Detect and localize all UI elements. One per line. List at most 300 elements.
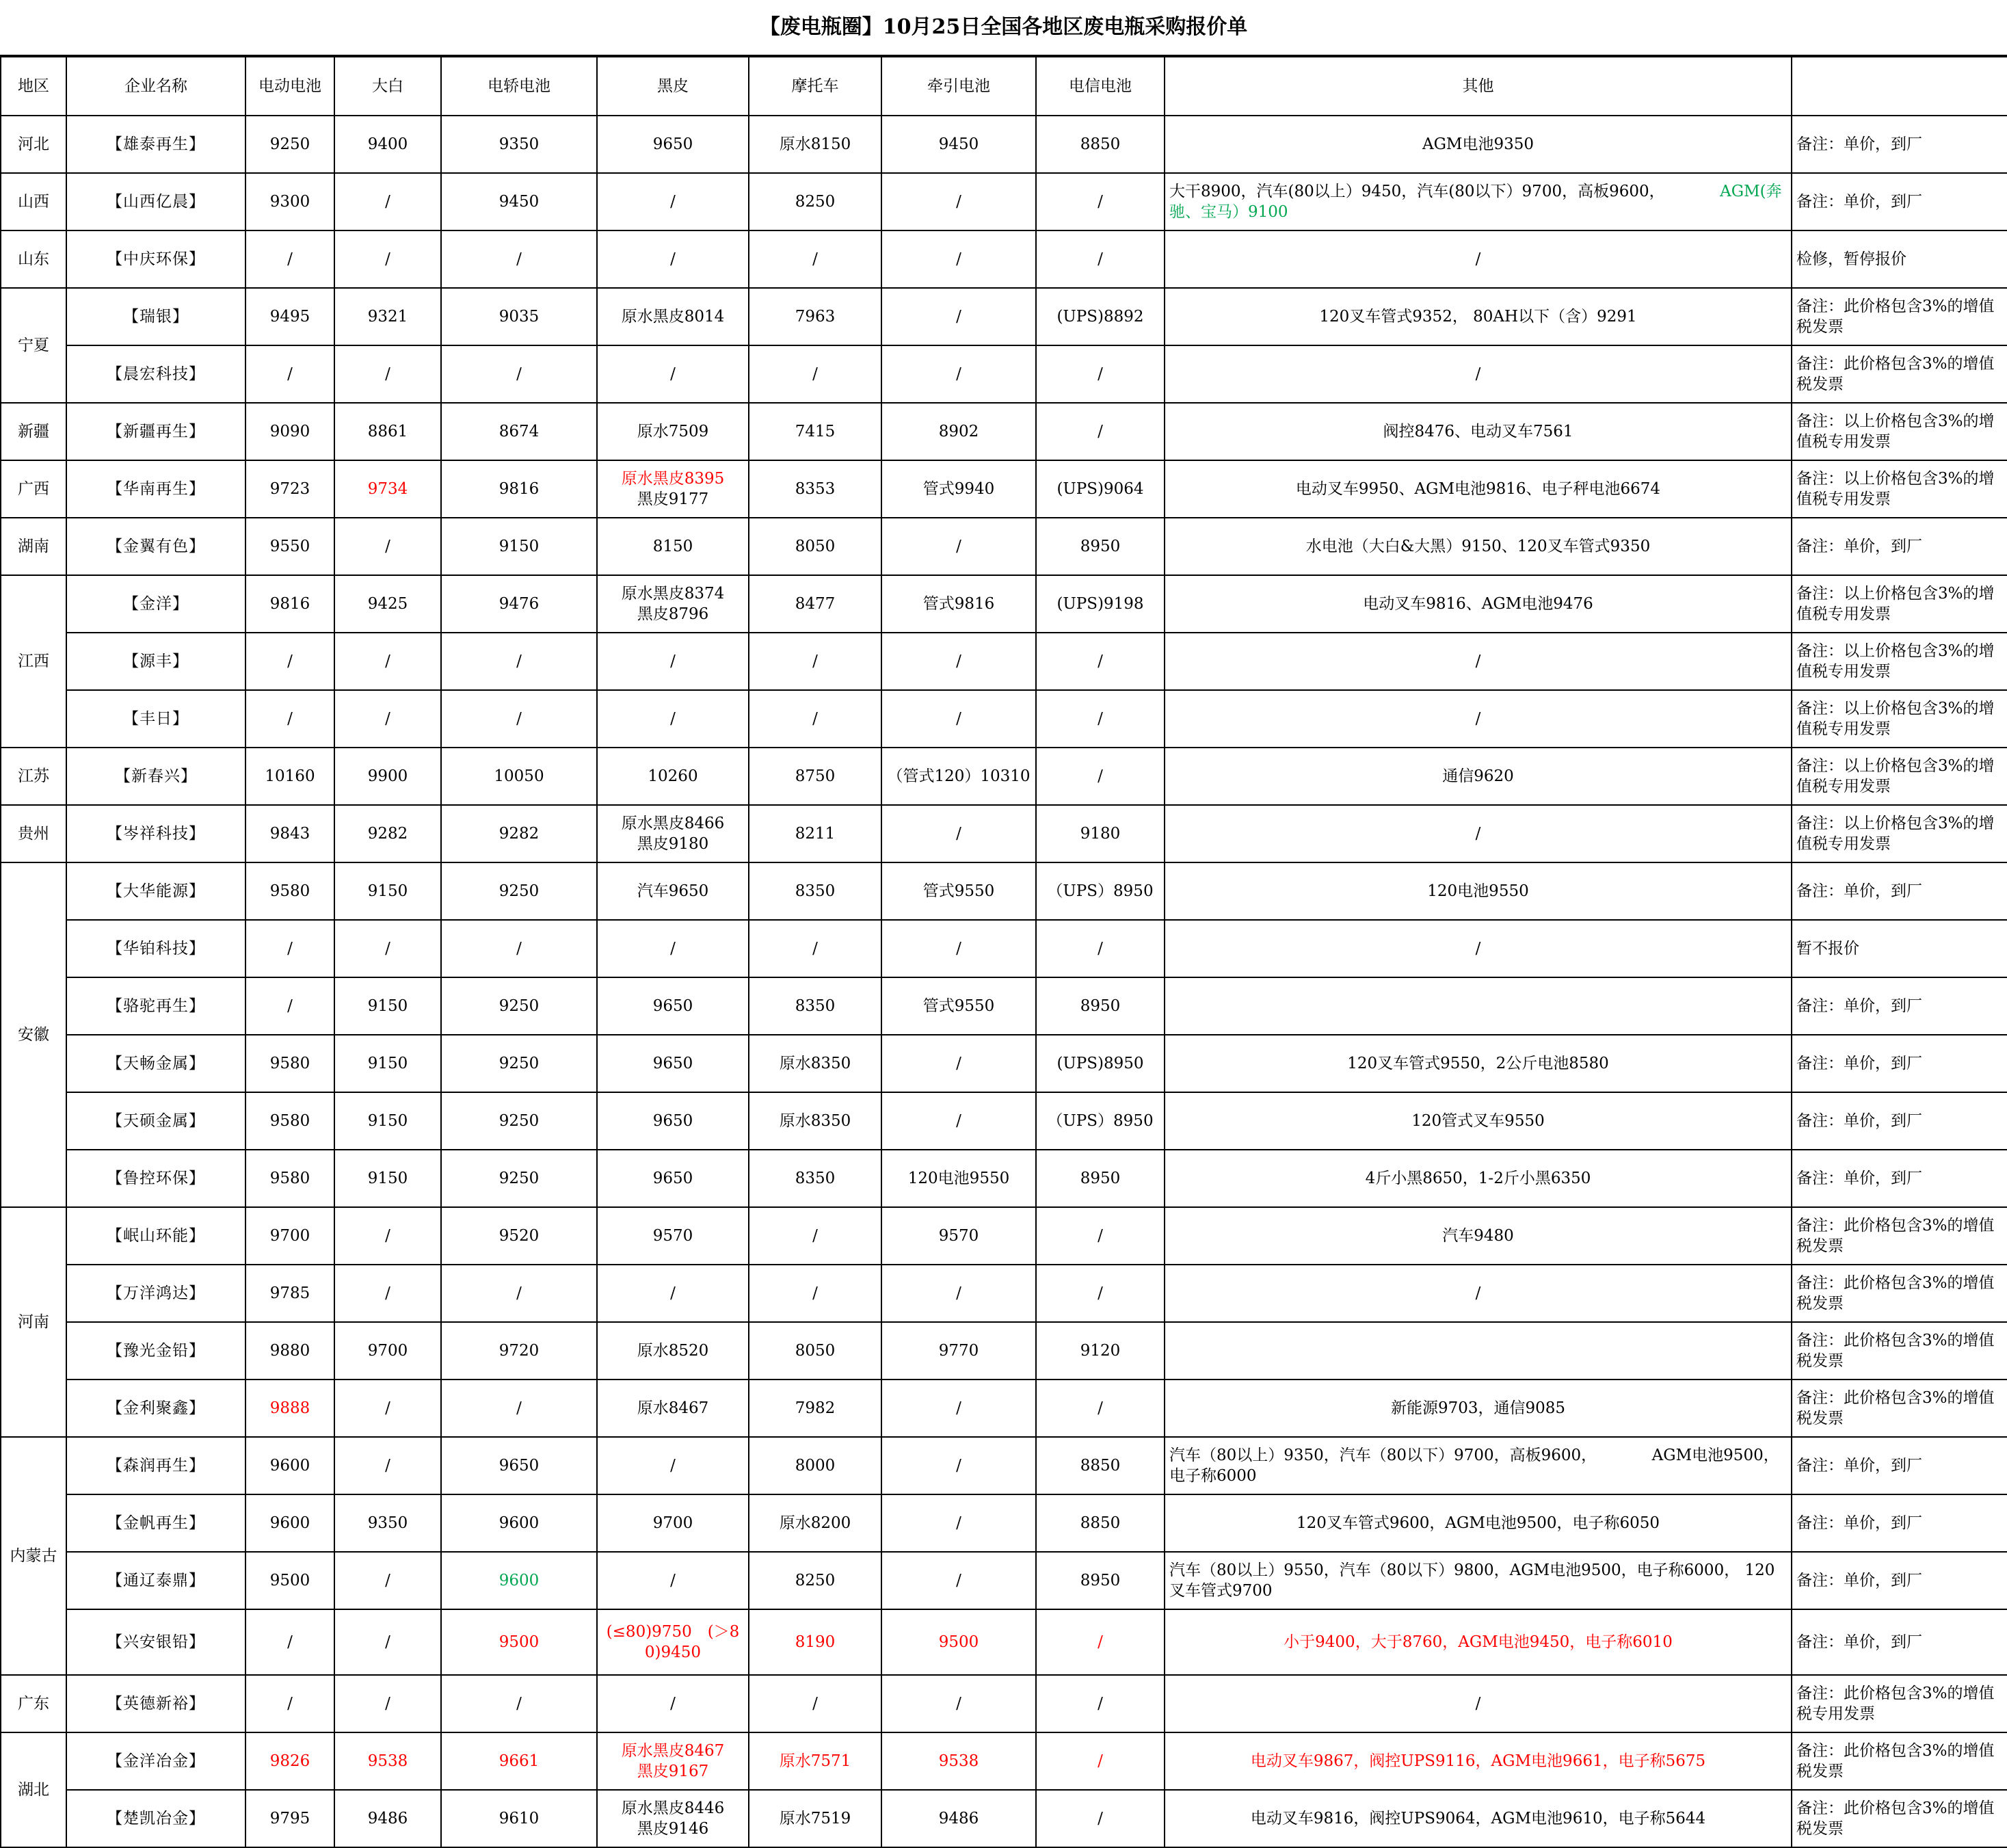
motorcycle-cell: 7963 xyxy=(749,288,881,345)
traction-battery-cell: 120电池9550 xyxy=(881,1150,1036,1207)
dabai-cell: 9150 xyxy=(334,1035,441,1092)
dabai-cell: 9150 xyxy=(334,1092,441,1150)
traction-battery-cell: （管式120）10310 xyxy=(881,748,1036,805)
cell-text: AGM(奔驰、宝马）9100 xyxy=(1169,183,1782,221)
ecar-battery-cell: 9250 xyxy=(441,1150,597,1207)
ecar-battery-cell: 9650 xyxy=(441,1437,597,1494)
company-cell: 【金洋】 xyxy=(66,575,245,633)
ev-battery-cell: / xyxy=(245,977,334,1035)
table-row xyxy=(1,230,2007,288)
ev-battery-cell: 9723 xyxy=(245,460,334,518)
motorcycle-cell: 8000 xyxy=(749,1437,881,1494)
motorcycle-cell: 8050 xyxy=(749,1322,881,1380)
heipi-cell: / xyxy=(597,345,749,403)
table-row xyxy=(1,1035,2007,1092)
note-cell: 备注：单价，到厂 xyxy=(1792,116,2007,173)
dabai-cell: 9400 xyxy=(334,116,441,173)
company-cell: 【岷山环能】 xyxy=(66,1207,245,1265)
ecar-battery-cell: 9610 xyxy=(441,1790,597,1847)
dabai-cell: 9321 xyxy=(334,288,441,345)
note-cell: 备注：以上价格包含3%的增值税专用发票 xyxy=(1792,460,2007,518)
table-row xyxy=(1,690,2007,748)
ev-battery-cell: 9888 xyxy=(245,1380,334,1437)
dabai-cell: / xyxy=(334,1609,441,1675)
dabai-cell: 9150 xyxy=(334,1150,441,1207)
motorcycle-cell: / xyxy=(749,633,881,690)
telecom-battery-cell: / xyxy=(1036,345,1165,403)
company-cell: 【天畅金属】 xyxy=(66,1035,245,1092)
note-cell: 备注：以上价格包含3%的增值税专用发票 xyxy=(1792,403,2007,460)
ev-battery-cell: 9600 xyxy=(245,1437,334,1494)
other-cell: 汽车（80以上）9550，汽车（80以下）9800，AGM电池9500，电子称6000， 120叉车管式9700 xyxy=(1165,1552,1792,1609)
traction-battery-cell: / xyxy=(881,1552,1036,1609)
company-cell: 【华南再生】 xyxy=(66,460,245,518)
dabai-cell: / xyxy=(334,1380,441,1437)
note-cell: 备注：此价格包含3%的增值税发票 xyxy=(1792,345,2007,403)
ev-battery-cell: 9500 xyxy=(245,1552,334,1609)
note-cell: 备注：此价格包含3%的增值税发票 xyxy=(1792,1732,2007,1790)
ev-battery-cell: 9700 xyxy=(245,1207,334,1265)
motorcycle-cell: / xyxy=(749,920,881,977)
table-row xyxy=(1,1494,2007,1552)
ev-battery-cell: / xyxy=(245,690,334,748)
telecom-battery-cell: / xyxy=(1036,1609,1165,1675)
table-row xyxy=(1,1437,2007,1494)
company-cell: 【瑞银】 xyxy=(66,288,245,345)
heipi-cell: 9650 xyxy=(597,116,749,173)
company-cell: 【金翼有色】 xyxy=(66,518,245,575)
telecom-battery-cell: / xyxy=(1036,403,1165,460)
note-cell: 备注：单价，到厂 xyxy=(1792,1092,2007,1150)
region-cell: 山西 xyxy=(1,173,66,230)
dabai-cell: 9150 xyxy=(334,862,441,920)
note-cell: 备注：以上价格包含3%的增值税专用发票 xyxy=(1792,633,2007,690)
ev-battery-cell: 9843 xyxy=(245,805,334,862)
other-cell: 汽车9480 xyxy=(1165,1207,1792,1265)
telecom-battery-cell: 9120 xyxy=(1036,1322,1165,1380)
motorcycle-cell: / xyxy=(749,230,881,288)
cell-text: 原水黑皮8467 xyxy=(621,1742,725,1760)
motorcycle-cell: / xyxy=(749,1207,881,1265)
heipi-cell: (≤80)9750 (＞80)9450 xyxy=(597,1609,749,1675)
ecar-battery-cell: 9250 xyxy=(441,1035,597,1092)
telecom-battery-cell: 8950 xyxy=(1036,1150,1165,1207)
company-cell: 【森润再生】 xyxy=(66,1437,245,1494)
region-cell: 新疆 xyxy=(1,403,66,460)
company-cell: 【金帆再生】 xyxy=(66,1494,245,1552)
dabai-cell: / xyxy=(334,1552,441,1609)
ev-battery-cell: / xyxy=(245,920,334,977)
cell-text: AGM电池9500，电子称6000 xyxy=(1169,1447,1779,1485)
motorcycle-cell: 原水8350 xyxy=(749,1092,881,1150)
region-cell: 贵州 xyxy=(1,805,66,862)
ecar-battery-cell: / xyxy=(441,345,597,403)
header-note xyxy=(1792,57,2007,116)
ecar-battery-cell: / xyxy=(441,920,597,977)
ecar-battery-cell: / xyxy=(441,1675,597,1732)
telecom-battery-cell: 9180 xyxy=(1036,805,1165,862)
ecar-battery-cell: 9600 xyxy=(441,1552,597,1609)
ecar-battery-cell: 9661 xyxy=(441,1732,597,1790)
other-cell: 120电池9550 xyxy=(1165,862,1792,920)
dabai-cell: 9538 xyxy=(334,1732,441,1790)
company-cell: 【兴安银铅】 xyxy=(66,1609,245,1675)
other-cell: / xyxy=(1165,345,1792,403)
other-cell xyxy=(1165,173,1792,230)
ecar-battery-cell: 8674 xyxy=(441,403,597,460)
ev-battery-cell: / xyxy=(245,633,334,690)
table-row xyxy=(1,116,2007,173)
note-cell: 备注：此价格包含3%的增值税发票 xyxy=(1792,1380,2007,1437)
ecar-battery-cell: 9035 xyxy=(441,288,597,345)
region-cell: 山东 xyxy=(1,230,66,288)
heipi-cell: 原水黑皮8014 xyxy=(597,288,749,345)
company-cell: 【中庆环保】 xyxy=(66,230,245,288)
heipi-cell: / xyxy=(597,173,749,230)
cell-text: 原水黑皮8446 xyxy=(621,1799,725,1817)
motorcycle-cell: 8477 xyxy=(749,575,881,633)
traction-battery-cell: / xyxy=(881,1092,1036,1150)
heipi-cell: 9700 xyxy=(597,1494,749,1552)
cell-text: 汽车（80以上）9350，汽车（80以下）9700，高板9600， xyxy=(1169,1447,1589,1464)
other-cell: / xyxy=(1165,690,1792,748)
heipi-cell xyxy=(597,1790,749,1847)
region-cell: 内蒙古 xyxy=(1,1437,66,1675)
note-cell: 备注：此价格包含3%的增值税发票 xyxy=(1792,288,2007,345)
motorcycle-cell: 8250 xyxy=(749,173,881,230)
dabai-cell: 9425 xyxy=(334,575,441,633)
other-cell: / xyxy=(1165,1265,1792,1322)
ecar-battery-cell: 9150 xyxy=(441,518,597,575)
company-cell: 【通辽泰鼎】 xyxy=(66,1552,245,1609)
heipi-cell: / xyxy=(597,920,749,977)
telecom-battery-cell: / xyxy=(1036,1790,1165,1847)
company-cell: 【金利聚鑫】 xyxy=(66,1380,245,1437)
other-cell: 120叉车管式9600，AGM电池9500，电子称6050 xyxy=(1165,1494,1792,1552)
dabai-cell: / xyxy=(334,690,441,748)
heipi-cell: 9650 xyxy=(597,1150,749,1207)
dabai-cell: / xyxy=(334,1265,441,1322)
other-cell xyxy=(1165,977,1792,1035)
ev-battery-cell: 9600 xyxy=(245,1494,334,1552)
header-row xyxy=(1,57,2007,116)
company-cell: 【华铂科技】 xyxy=(66,920,245,977)
other-cell: 新能源9703，通信9085 xyxy=(1165,1380,1792,1437)
company-cell: 【鲁控环保】 xyxy=(66,1150,245,1207)
heipi-cell xyxy=(597,1732,749,1790)
company-cell: 【英德新裕】 xyxy=(66,1675,245,1732)
region-cell: 广西 xyxy=(1,460,66,518)
ecar-battery-cell: / xyxy=(441,1380,597,1437)
cell-text: 黑皮9167 xyxy=(637,1763,709,1780)
cell-text: 黑皮9146 xyxy=(637,1820,709,1838)
table-row xyxy=(1,977,2007,1035)
ecar-battery-cell: / xyxy=(441,633,597,690)
traction-battery-cell: / xyxy=(881,920,1036,977)
note-cell: 备注：单价，到厂 xyxy=(1792,1150,2007,1207)
traction-battery-cell: / xyxy=(881,690,1036,748)
company-cell: 【晨宏科技】 xyxy=(66,345,245,403)
heipi-cell: 8150 xyxy=(597,518,749,575)
other-cell: / xyxy=(1165,1675,1792,1732)
note-cell: 备注：此价格包含3%的增值税发票 xyxy=(1792,1207,2007,1265)
telecom-battery-cell: / xyxy=(1036,1675,1165,1732)
table-row xyxy=(1,633,2007,690)
ecar-battery-cell: 9520 xyxy=(441,1207,597,1265)
telecom-battery-cell: (UPS)9064 xyxy=(1036,460,1165,518)
heipi-cell: / xyxy=(597,633,749,690)
ecar-battery-cell: / xyxy=(441,690,597,748)
table-row xyxy=(1,288,2007,345)
traction-battery-cell: / xyxy=(881,633,1036,690)
other-cell: 通信9620 xyxy=(1165,748,1792,805)
telecom-battery-cell: / xyxy=(1036,748,1165,805)
heipi-cell: / xyxy=(597,1675,749,1732)
table-row xyxy=(1,1322,2007,1380)
region-cell: 河北 xyxy=(1,116,66,173)
table-row xyxy=(1,518,2007,575)
note-cell: 备注：单价，到厂 xyxy=(1792,1437,2007,1494)
telecom-battery-cell: 8850 xyxy=(1036,1437,1165,1494)
company-cell: 【雄泰再生】 xyxy=(66,116,245,173)
motorcycle-cell: 8190 xyxy=(749,1609,881,1675)
telecom-battery-cell: 8950 xyxy=(1036,977,1165,1035)
table-row xyxy=(1,862,2007,920)
traction-battery-cell: / xyxy=(881,518,1036,575)
other-cell: 电动叉车9816、AGM电池9476 xyxy=(1165,575,1792,633)
note-cell: 备注：此价格包含3%的增值税专用发票 xyxy=(1792,1675,2007,1732)
table-row xyxy=(1,1207,2007,1265)
other-cell: 阀控8476、电动叉车7561 xyxy=(1165,403,1792,460)
company-cell: 【源丰】 xyxy=(66,633,245,690)
ev-battery-cell: 9550 xyxy=(245,518,334,575)
ecar-battery-cell: 9250 xyxy=(441,1092,597,1150)
motorcycle-cell: 7982 xyxy=(749,1380,881,1437)
note-cell: 备注：单价，到厂 xyxy=(1792,862,2007,920)
table-row xyxy=(1,575,2007,633)
table-row xyxy=(1,748,2007,805)
motorcycle-cell: 8350 xyxy=(749,977,881,1035)
other-cell: / xyxy=(1165,920,1792,977)
cell-text: 黑皮9180 xyxy=(637,835,709,853)
dabai-cell: / xyxy=(334,345,441,403)
ev-battery-cell: 9580 xyxy=(245,1092,334,1150)
dabai-cell: / xyxy=(334,920,441,977)
ecar-battery-cell: 9500 xyxy=(441,1609,597,1675)
dabai-cell: 8861 xyxy=(334,403,441,460)
region-cell: 广东 xyxy=(1,1675,66,1732)
ev-battery-cell: / xyxy=(245,1675,334,1732)
dabai-cell: / xyxy=(334,518,441,575)
traction-battery-cell: / xyxy=(881,1494,1036,1552)
ecar-battery-cell: 9816 xyxy=(441,460,597,518)
dabai-cell: 9282 xyxy=(334,805,441,862)
telecom-battery-cell: 8950 xyxy=(1036,518,1165,575)
motorcycle-cell: / xyxy=(749,1265,881,1322)
heipi-cell xyxy=(597,575,749,633)
motorcycle-cell: 8353 xyxy=(749,460,881,518)
traction-battery-cell: / xyxy=(881,1265,1036,1322)
ev-battery-cell: / xyxy=(245,1609,334,1675)
ev-battery-cell: 9580 xyxy=(245,1150,334,1207)
motorcycle-cell: 8350 xyxy=(749,862,881,920)
company-cell: 【岑祥科技】 xyxy=(66,805,245,862)
traction-battery-cell: 管式9550 xyxy=(881,862,1036,920)
traction-battery-cell: / xyxy=(881,1380,1036,1437)
telecom-battery-cell: (UPS)9198 xyxy=(1036,575,1165,633)
header-ecar-battery: 电轿电池 xyxy=(441,57,597,116)
company-cell: 【天硕金属】 xyxy=(66,1092,245,1150)
company-cell: 【楚凯冶金】 xyxy=(66,1790,245,1847)
table-row xyxy=(1,460,2007,518)
ev-battery-cell: 9580 xyxy=(245,1035,334,1092)
telecom-battery-cell: / xyxy=(1036,690,1165,748)
dabai-cell: / xyxy=(334,1207,441,1265)
table-row xyxy=(1,920,2007,977)
traction-battery-cell: 8902 xyxy=(881,403,1036,460)
motorcycle-cell: 8211 xyxy=(749,805,881,862)
telecom-battery-cell: (UPS)8892 xyxy=(1036,288,1165,345)
telecom-battery-cell: / xyxy=(1036,173,1165,230)
motorcycle-cell: 8250 xyxy=(749,1552,881,1609)
traction-battery-cell: 9770 xyxy=(881,1322,1036,1380)
traction-battery-cell: / xyxy=(881,288,1036,345)
company-cell: 【大华能源】 xyxy=(66,862,245,920)
ev-battery-cell: 9250 xyxy=(245,116,334,173)
heipi-cell: / xyxy=(597,1552,749,1609)
company-cell: 【万洋鸿达】 xyxy=(66,1265,245,1322)
cell-text: 原水黑皮8466 xyxy=(621,815,725,832)
other-cell: 120叉车管式9550，2公斤电池8580 xyxy=(1165,1035,1792,1092)
dabai-cell: 9700 xyxy=(334,1322,441,1380)
heipi-cell: 原水8467 xyxy=(597,1380,749,1437)
heipi-cell: 9650 xyxy=(597,977,749,1035)
heipi-cell: / xyxy=(597,1437,749,1494)
telecom-battery-cell: / xyxy=(1036,633,1165,690)
header-region: 地区 xyxy=(1,57,66,116)
cell-text: 黑皮9177 xyxy=(637,490,709,508)
table-row xyxy=(1,345,2007,403)
telecom-battery-cell: （UPS）8950 xyxy=(1036,862,1165,920)
heipi-cell: / xyxy=(597,230,749,288)
heipi-cell xyxy=(597,460,749,518)
traction-battery-cell: 管式9940 xyxy=(881,460,1036,518)
other-cell: 电动叉车9816，阀控UPS9064，AGM电池9610，电子称5644 xyxy=(1165,1790,1792,1847)
other-cell: / xyxy=(1165,633,1792,690)
telecom-battery-cell: (UPS)8950 xyxy=(1036,1035,1165,1092)
note-cell: 备注：以上价格包含3%的增值税专用发票 xyxy=(1792,690,2007,748)
ev-battery-cell: 10160 xyxy=(245,748,334,805)
table-row xyxy=(1,1265,2007,1322)
table-row xyxy=(1,1150,2007,1207)
traction-battery-cell: 9500 xyxy=(881,1609,1036,1675)
other-cell: 水电池（大白&大黑）9150、120叉车管式9350 xyxy=(1165,518,1792,575)
dabai-cell: / xyxy=(334,1437,441,1494)
table-row xyxy=(1,805,2007,862)
cell-text: 大干8900，汽车(80以上）9450，汽车(80以下）9700，高板9600， xyxy=(1169,183,1658,200)
note-cell: 备注：以上价格包含3%的增值税专用发票 xyxy=(1792,748,2007,805)
header-ev-battery: 电动电池 xyxy=(245,57,334,116)
note-cell: 备注：单价，到厂 xyxy=(1792,518,2007,575)
motorcycle-cell: / xyxy=(749,690,881,748)
other-cell xyxy=(1165,1322,1792,1380)
traction-battery-cell: / xyxy=(881,1675,1036,1732)
company-cell: 【山西亿晨】 xyxy=(66,173,245,230)
note-cell: 备注：以上价格包含3%的增值税专用发票 xyxy=(1792,575,2007,633)
heipi-cell: / xyxy=(597,690,749,748)
motorcycle-cell: 7415 xyxy=(749,403,881,460)
motorcycle-cell: 8750 xyxy=(749,748,881,805)
note-cell: 备注：单价，到厂 xyxy=(1792,1035,2007,1092)
traction-battery-cell: / xyxy=(881,345,1036,403)
motorcycle-cell: / xyxy=(749,345,881,403)
ecar-battery-cell: 9450 xyxy=(441,173,597,230)
traction-battery-cell: 9486 xyxy=(881,1790,1036,1847)
note-cell: 备注：单价，到厂 xyxy=(1792,1609,2007,1675)
region-cell: 河南 xyxy=(1,1207,66,1437)
company-cell: 【骆驼再生】 xyxy=(66,977,245,1035)
table-row xyxy=(1,1609,2007,1675)
price-table xyxy=(0,56,2007,1848)
dabai-cell: / xyxy=(334,633,441,690)
ev-battery-cell: 9795 xyxy=(245,1790,334,1847)
heipi-cell: 汽车9650 xyxy=(597,862,749,920)
other-cell: 4斤小黑8650，1-2斤小黑6350 xyxy=(1165,1150,1792,1207)
header-heipi: 黑皮 xyxy=(597,57,749,116)
telecom-battery-cell: 8850 xyxy=(1036,116,1165,173)
company-cell: 【丰日】 xyxy=(66,690,245,748)
ecar-battery-cell: 9282 xyxy=(441,805,597,862)
other-cell xyxy=(1165,1437,1792,1494)
table-row xyxy=(1,1092,2007,1150)
heipi-cell: 10260 xyxy=(597,748,749,805)
traction-battery-cell: / xyxy=(881,1035,1036,1092)
telecom-battery-cell: 8950 xyxy=(1036,1552,1165,1609)
heipi-cell: 原水8520 xyxy=(597,1322,749,1380)
note-cell: 备注：以上价格包含3%的增值税专用发票 xyxy=(1792,805,2007,862)
telecom-battery-cell: / xyxy=(1036,1207,1165,1265)
ev-battery-cell: 9090 xyxy=(245,403,334,460)
traction-battery-cell: 9570 xyxy=(881,1207,1036,1265)
motorcycle-cell: 原水8200 xyxy=(749,1494,881,1552)
ecar-battery-cell: 9600 xyxy=(441,1494,597,1552)
motorcycle-cell: 原水8350 xyxy=(749,1035,881,1092)
other-cell: 120叉车管式9352， 80AH以下（含）9291 xyxy=(1165,288,1792,345)
dabai-cell: 9900 xyxy=(334,748,441,805)
heipi-cell: 9650 xyxy=(597,1035,749,1092)
dabai-cell: / xyxy=(334,1675,441,1732)
motorcycle-cell: / xyxy=(749,1675,881,1732)
dabai-cell: / xyxy=(334,173,441,230)
dabai-cell: 9486 xyxy=(334,1790,441,1847)
note-cell: 备注：单价，到厂 xyxy=(1792,1552,2007,1609)
company-cell: 【新春兴】 xyxy=(66,748,245,805)
ecar-battery-cell: 9720 xyxy=(441,1322,597,1380)
ecar-battery-cell: 10050 xyxy=(441,748,597,805)
ev-battery-cell: 9816 xyxy=(245,575,334,633)
table-row xyxy=(1,173,2007,230)
other-cell: 电动叉车9950、AGM电池9816、电子秤电池6674 xyxy=(1165,460,1792,518)
telecom-battery-cell: / xyxy=(1036,1380,1165,1437)
header-telecom-battery: 电信电池 xyxy=(1036,57,1165,116)
telecom-battery-cell: / xyxy=(1036,230,1165,288)
motorcycle-cell: 8050 xyxy=(749,518,881,575)
traction-battery-cell: / xyxy=(881,230,1036,288)
ev-battery-cell: 9785 xyxy=(245,1265,334,1322)
note-cell: 备注：此价格包含3%的增值税发票 xyxy=(1792,1790,2007,1847)
ecar-battery-cell: / xyxy=(441,1265,597,1322)
dabai-cell: 9734 xyxy=(334,460,441,518)
